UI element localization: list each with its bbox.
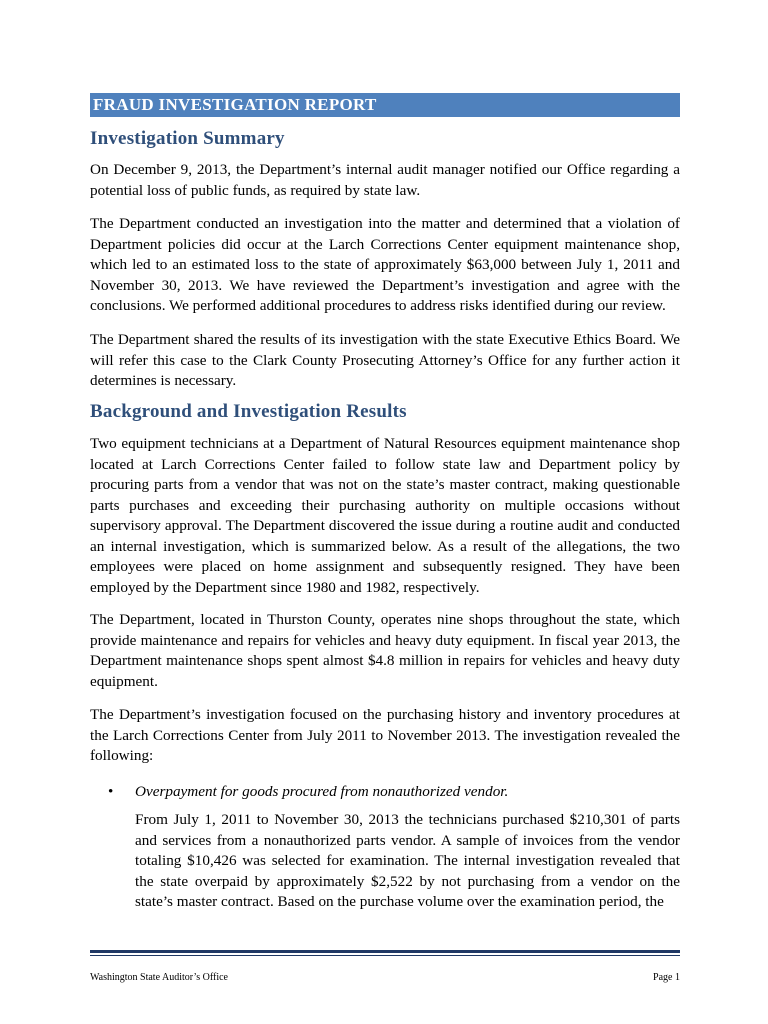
investigation-summary-heading: Investigation Summary: [90, 128, 285, 149]
footer-page-number: Page 1: [653, 972, 680, 983]
background-heading: Background and Investigation Results: [90, 401, 407, 422]
bullet-1-paragraph: From July 1, 2011 to November 30, 2013 the technicians purchased $210,301 of parts and services from a nonauthorized parts vendor. A sample of invoices from the vendor totaling $10,426 was selected for examination. The internal investigation revealed that the state overpaid by approximately $2,522 by not purchasing from a vendor on the state’s master contract. Based on the purchase volume over the examination period, the: [135, 811, 680, 910]
background-paragraph-3: The Department’s investigation focused on the purchasing history and inventory procedures at the Larch Corrections Center from July 2011 to November 2013. The investigation revealed the following:: [90, 706, 680, 764]
background-paragraph-2: The Department, located in Thurston County, operates nine shops throughout the state, which provide maintenance and repairs for vehicles and heavy duty equipment. In fiscal year 2013, the Department maintenance shops spent almost $4.8 million in repairs for vehicles and heavy duty equipment.: [90, 611, 680, 690]
report-banner-title: FRAUD INVESTIGATION REPORT: [90, 93, 680, 117]
bullet-1-title: Overpayment for goods procured from nonauthorized vendor.: [135, 783, 509, 800]
summary-paragraph-1: On December 9, 2013, the Department’s internal audit manager notified our Office regarding a potential loss of public funds, as required by state law.: [90, 161, 680, 199]
footer-rule-thin: [90, 955, 680, 956]
summary-paragraph-2: The Department conducted an investigation into the matter and determined that a violation of Department policies did occur at the Larch Corrections Center equipment maintenance shop, which led to an estimated loss to the state of approximately $63,000 between July 1, 2011 and November 30, 2013. We have reviewed the Department’s investigation and agree with the conclusions. We performed additional procedures to address risks identified during our review.: [90, 215, 680, 314]
footer-rule-thick: [90, 950, 680, 953]
summary-paragraph-3: The Department shared the results of its investigation with the state Executive Ethics Board. We will refer this case to the Clark County Prosecuting Attorney’s Office for any further action it determines is necessary.: [90, 331, 680, 389]
background-paragraph-1: Two equipment technicians at a Department of Natural Resources equipment maintenance shop located at Larch Corrections Center failed to follow state law and Department policy by procuring parts from a vendor that was not on the state’s master contract, making questionable parts purchases and exceeding their purchasing authority on multiple occasions without supervisory approval. The Department discovered the issue during a routine audit and conducted an internal investigation, which is summarized below. As a result of the allegations, the two employees were placed on home assignment and subsequently resigned. They have been employed by the Department since 1980 and 1982, respectively.: [90, 435, 680, 596]
bullet-marker: •: [108, 783, 114, 800]
footer-office-name: Washington State Auditor’s Office: [90, 972, 228, 983]
